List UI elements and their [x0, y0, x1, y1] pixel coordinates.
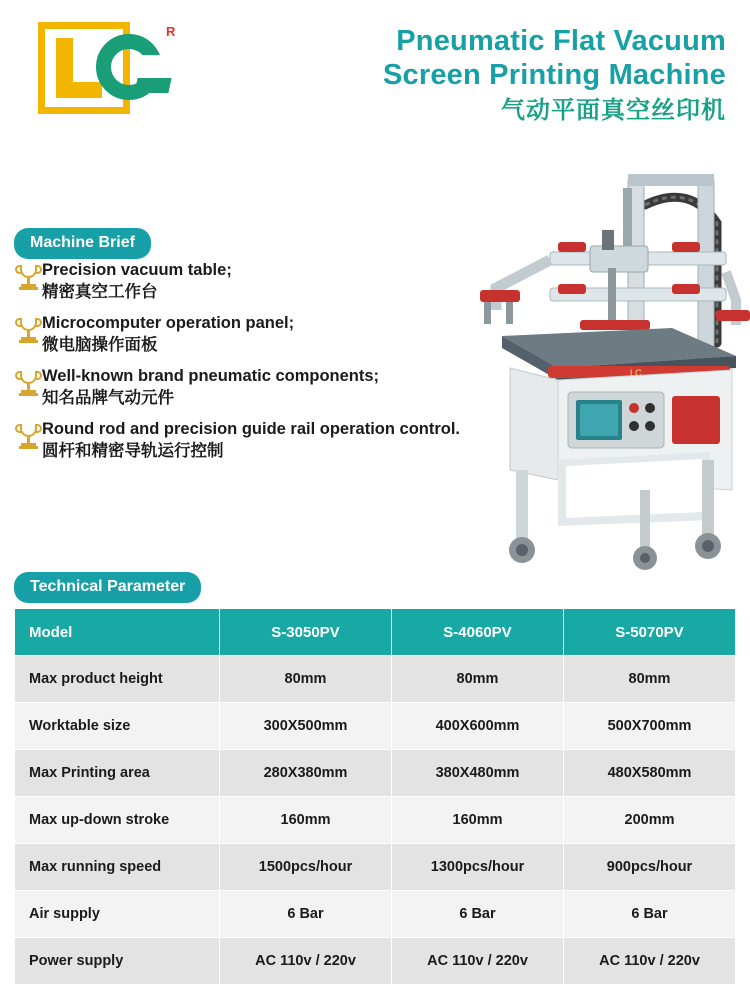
brief-text-cn: 知名品牌气动元件	[42, 389, 174, 407]
logo-letter-c-bar	[134, 78, 171, 93]
row-value: 900pcs/hour	[564, 844, 736, 891]
technical-parameter-section	[0, 572, 201, 603]
column-header-model: Model	[15, 609, 220, 656]
row-label: Max Printing area	[15, 750, 220, 797]
table-row	[15, 703, 736, 750]
row-label: Worktable size	[15, 703, 220, 750]
brief-text-en: Round rod and precision guide rail operation control.	[42, 420, 461, 438]
row-value: AC 110v / 220v	[392, 938, 564, 985]
row-value: 480X580mm	[564, 750, 736, 797]
title-chinese: 气动平面真空丝印机	[501, 97, 726, 124]
machine-photo	[440, 160, 750, 590]
technical-parameter-tag: Technical Parameter	[14, 572, 201, 603]
table-row	[15, 656, 736, 703]
row-value: 1300pcs/hour	[392, 844, 564, 891]
brief-text-cn: 精密真空工作台	[42, 283, 158, 301]
row-label: Air supply	[15, 891, 220, 938]
row-value: AC 110v / 220v	[564, 938, 736, 985]
specification-table	[14, 608, 736, 985]
row-value: 500X700mm	[564, 703, 736, 750]
row-value: 1500pcs/hour	[220, 844, 392, 891]
table-row	[15, 938, 736, 985]
title-english-line1: Pneumatic Flat Vacuum	[396, 25, 726, 57]
row-value: 400X600mm	[392, 703, 564, 750]
row-value: 280X380mm	[220, 750, 392, 797]
registered-trademark-icon: R	[166, 24, 176, 39]
svg-text:LC: LC	[630, 368, 642, 378]
table-row	[15, 891, 736, 938]
brief-item	[16, 366, 486, 409]
row-value: 80mm	[564, 656, 736, 703]
brief-item	[16, 313, 486, 356]
row-value: 6 Bar	[220, 891, 392, 938]
machine-brief-section	[0, 228, 151, 259]
row-value: 160mm	[392, 797, 564, 844]
trophy-icon	[16, 421, 42, 461]
brief-text-en: Well-known brand pneumatic components;	[42, 367, 380, 385]
trophy-icon	[16, 368, 42, 408]
row-value: 6 Bar	[392, 891, 564, 938]
trophy-icon	[16, 315, 42, 355]
row-value: 200mm	[564, 797, 736, 844]
row-value: 380X480mm	[392, 750, 564, 797]
table-header-row	[15, 609, 736, 656]
column-header-model-2: S-4060PV	[392, 609, 564, 656]
brief-text-en: Microcomputer operation panel;	[42, 314, 295, 332]
company-logo	[38, 22, 186, 118]
row-value: 6 Bar	[564, 891, 736, 938]
logo-letter-c	[96, 34, 168, 110]
row-value: 80mm	[392, 656, 564, 703]
machine-brief-tag: Machine Brief	[14, 228, 151, 259]
brief-text-cn: 圆杆和精密导轨运行控制	[42, 442, 224, 460]
row-label: Power supply	[15, 938, 220, 985]
table-row	[15, 797, 736, 844]
brief-item	[16, 419, 486, 462]
title-english-line2: Screen Printing Machine	[382, 59, 726, 91]
row-value: 300X500mm	[220, 703, 392, 750]
table-row	[15, 750, 736, 797]
column-header-model-3: S-5070PV	[564, 609, 736, 656]
brief-text-en: Precision vacuum table;	[42, 261, 232, 279]
row-value: 80mm	[220, 656, 392, 703]
column-header-model-1: S-3050PV	[220, 609, 392, 656]
trophy-icon	[16, 262, 42, 302]
table-row	[15, 844, 736, 891]
row-value: AC 110v / 220v	[220, 938, 392, 985]
page-header	[0, 0, 750, 150]
row-value: 160mm	[220, 797, 392, 844]
row-label: Max running speed	[15, 844, 220, 891]
row-label: Max product height	[15, 656, 220, 703]
page-title	[383, 24, 726, 126]
brief-item	[16, 260, 486, 303]
row-label: Max up-down stroke	[15, 797, 220, 844]
brief-text-cn: 微电脑操作面板	[42, 336, 158, 354]
machine-brief-list	[16, 260, 486, 472]
